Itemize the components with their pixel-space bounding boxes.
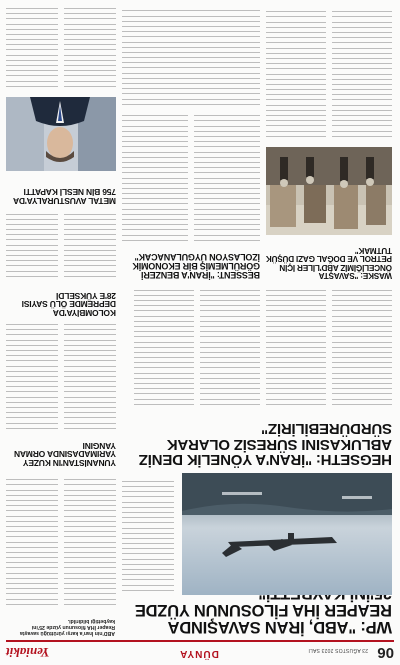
date-line: 23 AĞUSTOS 2023 SALI (308, 647, 368, 653)
hegseth-column-4 (134, 289, 194, 409)
section-title: DÜNYA (179, 648, 219, 659)
bessent-lower-column (122, 7, 260, 109)
waske-column-2 (266, 7, 326, 141)
lead-deck: ABD'nin İran'a karşı yürüttüğü savaşta Reaper İHA filosunun yüzde 25'ini kaybettiği bildirildi. (19, 618, 115, 636)
waske-column-1 (332, 7, 392, 141)
page-number: 06 (377, 644, 394, 661)
street-scene-photo (266, 147, 392, 235)
reaper-drone-photo (182, 473, 392, 595)
kolombiya-headline: KOLOMBİYA'DA DEPREMDE ÖLÜ SAYISI 28'E YÜKSELDİ (21, 290, 116, 318)
yunanistan-column-1 (64, 323, 116, 433)
hegseth-headline: HEGSETH: "İRAN'A YÖNELİK DENİZ ABLUKASINI SÜRESİZ OLARAK SÜRDÜREBİLİRİZ" (138, 420, 392, 468)
lead-column-2 (64, 475, 116, 609)
masthead-rule (6, 640, 394, 642)
bessent-column-1 (64, 7, 116, 91)
hegseth-column-3 (200, 289, 260, 409)
hegseth-column-2 (266, 289, 326, 409)
lead-column-1 (122, 475, 174, 595)
kolombiya-column-2 (6, 211, 58, 281)
yunanistan-headline: YUNANİSTAN'IN KUZEY YARIMADASINDA ORMAN YANGINI (14, 440, 116, 468)
lead-column-3 (6, 475, 58, 609)
kolombiya-column-1 (64, 211, 116, 281)
waske-headline: WASKE: "SAVAŞTA ÖNCELİĞİMİZ ABD'LİLER İÇİN PETROL VE DOĞAL GAZI DÜŞÜK TUTMAK" (266, 245, 392, 280)
yunanistan-column-2 (6, 323, 58, 433)
hegseth-column-1 (332, 289, 392, 409)
bessent-portrait-photo (6, 97, 116, 171)
metal-headline: METAL AVUSTURALYA'DA 756 BİN NESLİ KAPATTI (13, 187, 116, 206)
bessent-column-2 (6, 7, 58, 91)
newspaper-logo: Yeniakit (6, 645, 50, 660)
bessent-headline: BESSENT: "İRAN'A BENZERİ GÖRÜLMEMİŞ BİR EKONOMİK İZOLASYON UYGULANACAK" (132, 251, 260, 280)
masthead (6, 643, 394, 661)
bessent-body-column-2 (122, 115, 188, 245)
bessent-body-column (194, 115, 260, 245)
lead-headline: WP: "ABD, İRAN SAVAŞINDA REAPER İHA FİLOSUNUN YÜZDE (135, 601, 392, 636)
